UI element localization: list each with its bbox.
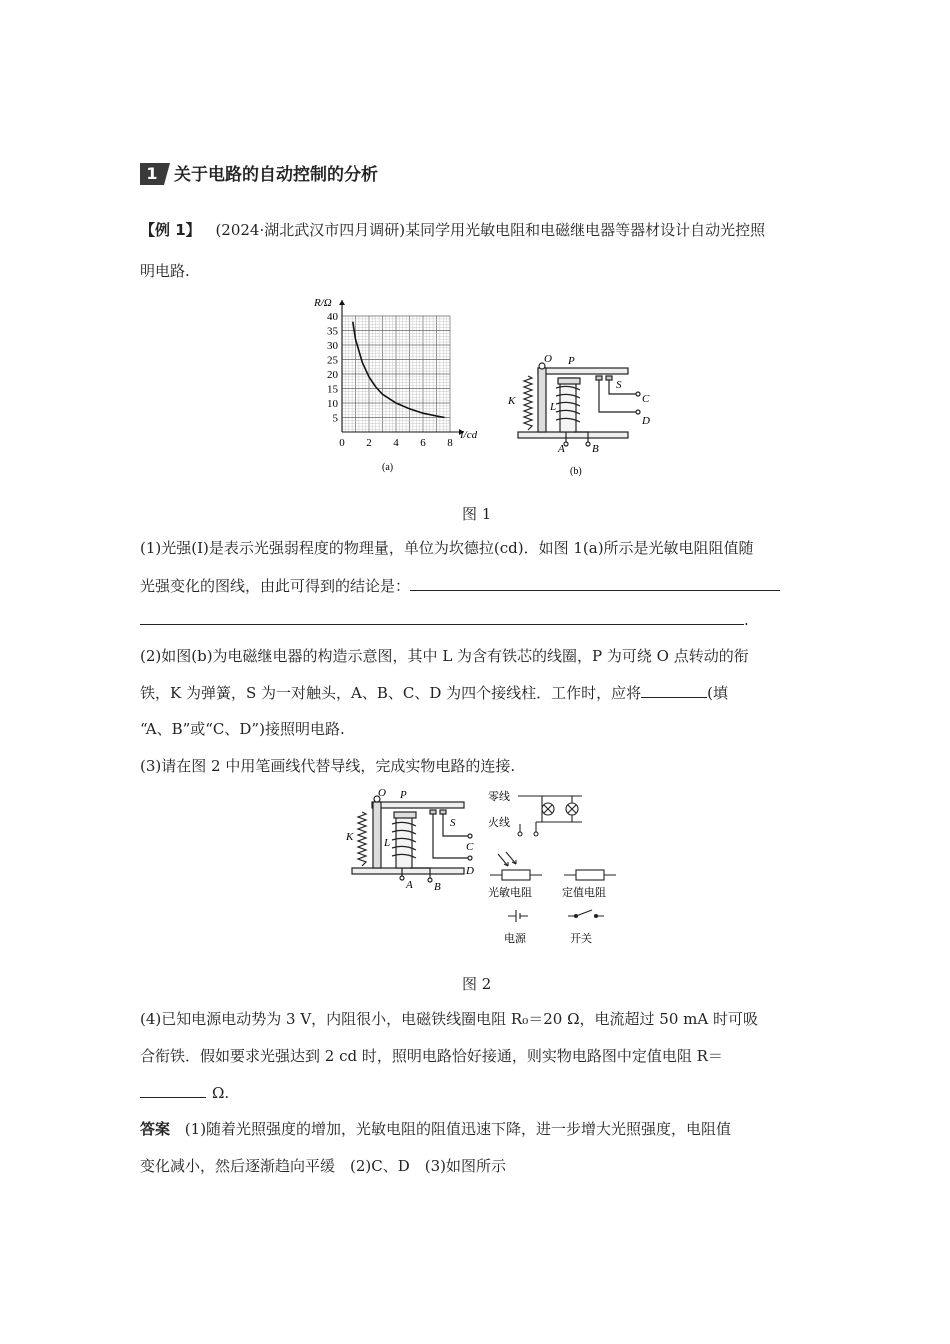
label-p: P bbox=[568, 355, 575, 367]
y-tick-label: 40 bbox=[327, 311, 338, 323]
fig2-wire-c bbox=[443, 814, 468, 836]
live-label: 火线 bbox=[488, 816, 510, 829]
fig2-terminal-b bbox=[428, 878, 432, 882]
figure-1a-sublabel: (a) bbox=[382, 462, 394, 473]
example-line-1 bbox=[140, 220, 765, 240]
chart-grid bbox=[342, 316, 450, 432]
light-arrows bbox=[498, 852, 516, 866]
x-tick-label: 2 bbox=[366, 437, 372, 449]
example-label: 【例 1】 bbox=[140, 221, 201, 239]
q4-line-2: 合衔铁．假如要求光强达到 2 cd 时，照明电路恰好接通，则实物电路图中定值电阻 R＝ bbox=[140, 1047, 723, 1065]
coil-top bbox=[558, 378, 580, 384]
q1-line-2 bbox=[140, 576, 780, 596]
photoresistor-body bbox=[502, 870, 530, 880]
chart-y-axis-label: R/Ω bbox=[314, 297, 332, 309]
q1-line-2-text: 光强变化的图线，由此可得到的结论是： bbox=[140, 577, 411, 595]
label-d: D bbox=[642, 415, 650, 427]
terminal-d bbox=[636, 410, 640, 414]
x-tick-label: 4 bbox=[393, 437, 399, 449]
fig2-armature bbox=[372, 802, 464, 808]
y-tick-label: 35 bbox=[327, 325, 338, 338]
label-k: K bbox=[508, 395, 516, 407]
label-b: B bbox=[592, 443, 599, 455]
fig2-base bbox=[352, 868, 464, 874]
figure-2-relay bbox=[340, 786, 490, 896]
q2-line-2-text: 铁，K 为弹簧，S 为一对触头，A、B、C、D 为四个接线柱．工作时，应将 bbox=[140, 684, 642, 702]
lamp-terminal-1 bbox=[534, 832, 538, 836]
switch-label: 开关 bbox=[570, 932, 592, 945]
figure-2-components bbox=[480, 786, 630, 954]
fig2-terminal-a bbox=[400, 876, 404, 880]
chart-x-ticks bbox=[339, 437, 453, 449]
armature-p bbox=[538, 368, 628, 374]
q4-line-1: (4)已知电源电动势为 3 V，内阻很小，电磁铁线圈电阻 R₀＝20 Ω，电流超过 50 mA 时可吸 bbox=[140, 1010, 758, 1028]
y-tick-label: 5 bbox=[332, 412, 338, 425]
label-c: C bbox=[642, 393, 650, 405]
q4-answer-blank[interactable] bbox=[140, 1083, 206, 1098]
pivot-pillar bbox=[538, 368, 546, 432]
example-source: (2024·湖北武汉市四月调研) bbox=[215, 221, 406, 239]
photoresistor-label: 光敏电阻 bbox=[488, 886, 532, 899]
power-label: 电源 bbox=[504, 932, 526, 945]
fig2-label-c: C bbox=[466, 841, 474, 853]
section-number-badge: 1 bbox=[140, 163, 164, 185]
q2-line-1: (2)如图(b)为电磁继电器的构造示意图，其中 L 为含有铁芯的线圈，P 为可绕 O 点转动的衔 bbox=[140, 647, 749, 665]
y-tick-label: 30 bbox=[327, 340, 338, 352]
q2-line-2 bbox=[140, 683, 728, 703]
wire-to-c-top bbox=[609, 380, 636, 394]
fig2-label-l: L bbox=[384, 837, 391, 849]
label-l: L bbox=[550, 401, 557, 413]
fig2-label-b: B bbox=[434, 881, 441, 893]
figure-2-caption: 图 2 bbox=[462, 975, 492, 993]
q1-line-3: . bbox=[140, 610, 749, 630]
figure-1-caption: 图 1 bbox=[462, 505, 492, 523]
fig2-contact-2 bbox=[440, 810, 446, 814]
y-tick-label: 25 bbox=[327, 354, 338, 367]
q4-unit: Ω. bbox=[212, 1084, 230, 1102]
example-text: 某同学用光敏电阻和电磁继电器等器材设计自动光控照 bbox=[405, 221, 766, 239]
answer-text-1: (1)随着光照强度的增加，光敏电阻的阻值迅速下降，进一步增大光照强度，电阻值 bbox=[184, 1120, 732, 1138]
fig2-label-k: K bbox=[346, 831, 354, 843]
q1-answer-blank-2[interactable] bbox=[140, 610, 744, 625]
figure-1b-sublabel: (b) bbox=[570, 466, 582, 477]
battery-symbol bbox=[508, 910, 528, 922]
label-a: A bbox=[558, 443, 565, 455]
figure-1b-relay bbox=[500, 350, 660, 480]
fixed-resistor-body bbox=[576, 870, 604, 880]
switch-lever bbox=[576, 910, 592, 916]
q3-line-1: (3)请在图 2 中用笔画线代替导线，完成实物电路的连接. bbox=[140, 757, 516, 775]
fig2-coil-top bbox=[394, 812, 416, 818]
x-tick-label: 6 bbox=[420, 437, 426, 449]
fig2-label-o: O bbox=[378, 787, 386, 799]
fig2-pillar bbox=[373, 802, 381, 868]
q2-line-3: “A、B”或“C、D”)接照明电路. bbox=[140, 720, 345, 738]
neutral-label: 零线 bbox=[488, 790, 510, 803]
fig2-label-p: P bbox=[400, 789, 407, 801]
q4-line-3 bbox=[140, 1083, 229, 1103]
section-title: 关于电路的自动控制的分析 bbox=[174, 165, 378, 185]
label-s: S bbox=[616, 379, 622, 391]
fig2-label-a: A bbox=[406, 879, 413, 891]
contact-s-2 bbox=[606, 376, 612, 380]
spring-k bbox=[524, 376, 532, 430]
fig2-terminal-d bbox=[468, 856, 472, 860]
fig2-contact-1 bbox=[430, 810, 436, 814]
example-line-2: 明电路. bbox=[140, 262, 190, 280]
fig2-label-s: S bbox=[450, 817, 456, 829]
fig2-terminal-c bbox=[468, 834, 472, 838]
y-axis-arrow bbox=[339, 300, 345, 305]
q1-answer-blank-1[interactable] bbox=[410, 576, 780, 591]
figure-1a-chart bbox=[300, 292, 495, 482]
relay-base bbox=[518, 432, 628, 438]
label-o: O bbox=[544, 353, 552, 365]
terminal-c bbox=[636, 392, 640, 396]
terminal-b bbox=[586, 442, 590, 446]
chart-y-ticks bbox=[327, 311, 339, 425]
q1-line-1: (1)光强(I)是表示光强弱程度的物理量，单位为坎德拉(cd)．如图 1(a)所示是光敏电阻阻值随 bbox=[140, 539, 754, 557]
q2-answer-blank[interactable] bbox=[641, 683, 707, 698]
x-tick-label: 8 bbox=[447, 437, 453, 449]
x-tick-label: 0 bbox=[339, 437, 345, 449]
y-tick-label: 10 bbox=[327, 398, 338, 410]
fixed-resistor-label: 定值电阻 bbox=[562, 886, 606, 899]
answer-line-1 bbox=[140, 1119, 731, 1139]
fig2-spring bbox=[358, 812, 366, 866]
chart-x-axis-label: I/cd bbox=[460, 429, 478, 441]
contact-s-1 bbox=[596, 376, 602, 380]
answer-line-2: 变化减小，然后逐渐趋向平缓 (2)C、D (3)如图所示 bbox=[140, 1157, 507, 1175]
q2-line-2-tail: (填 bbox=[707, 684, 729, 702]
live-terminal bbox=[518, 832, 522, 836]
y-tick-label: 20 bbox=[327, 369, 338, 381]
fig2-label-d: D bbox=[466, 865, 474, 877]
answer-label: 答案 bbox=[140, 1120, 171, 1138]
y-tick-label: 15 bbox=[327, 383, 338, 396]
